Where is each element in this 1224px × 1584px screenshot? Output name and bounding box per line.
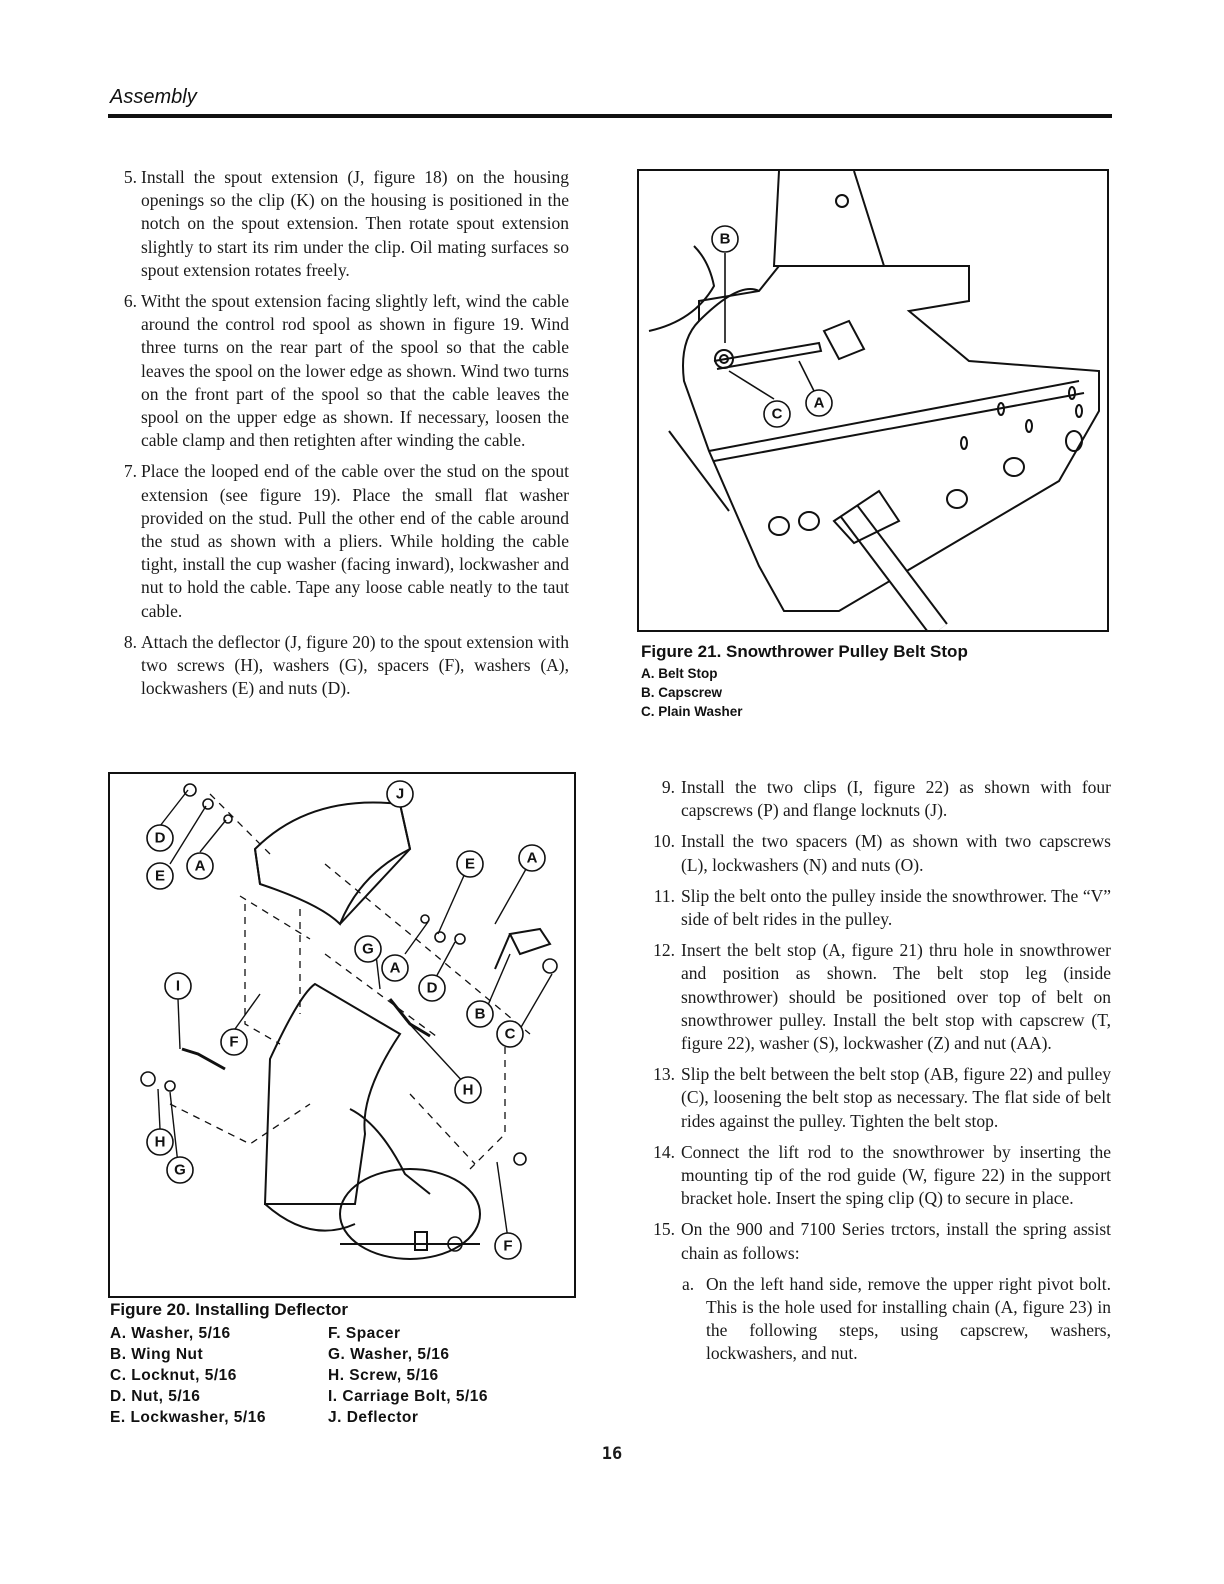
step-number: 11. xyxy=(653,885,675,906)
label-a-mid: A xyxy=(389,959,401,977)
label-c: C xyxy=(771,405,783,423)
step-6 xyxy=(123,290,569,452)
step-number: 15. xyxy=(653,1219,675,1240)
step-number: 13. xyxy=(653,1064,675,1085)
legend-item: A. Belt Stop xyxy=(641,666,718,681)
step-text: On the 900 and 7100 Series trctors, install the spring assist chain as follows: xyxy=(681,1219,1111,1263)
step-text: Insert the belt stop (A, figure 21) thru hole in snowthrower and position as shown. The belt stop leg (inside snowthrower) should be positioned over top of belt on snowthrower pulley. Install the belt stop with capscrew (T, figure 22), washer (S), lockwasher (Z) and nut (AA). xyxy=(681,940,1111,1054)
legend-item: B. Wing Nut xyxy=(110,1346,204,1363)
header-rule xyxy=(108,114,1112,118)
step-text: Witht the spout extension facing slightly left, wind the cable around the control rod spool as shown in figure 19. Wind three turns on the rear part of the spool so that the cable leaves the spool on the lower edge as shown. Wind two turns on the front part of the spool so that the cable leaves the spool on the upper edge as shown. If necessary, loosen the cable clamp and then retighten after winding the cable. xyxy=(141,291,569,451)
legend-item: E. Lockwasher, 5/16 xyxy=(110,1409,266,1426)
figure-20-caption xyxy=(110,1300,568,1428)
step-number: 12. xyxy=(653,940,675,961)
step-number: 7. xyxy=(123,461,137,482)
step-text: Install the two clips (I, figure 22) as shown with four capscrews (P) and flange locknuts (J). xyxy=(681,777,1111,821)
step-text: Attach the deflector (J, figure 20) to the spout extension with two screws (H), washers (G), spacers (F), washers (A), lockwashers (E) and nuts (D). xyxy=(141,631,569,699)
step-15 xyxy=(653,1218,1111,1365)
legend-item: B. Capscrew xyxy=(641,685,723,700)
step-number: 14. xyxy=(653,1141,675,1162)
left-steps-list xyxy=(123,166,569,708)
substep-a xyxy=(682,1273,1111,1366)
label-f-left: F xyxy=(229,1033,239,1051)
substep-text: On the left hand side, remove the upper right pivot bolt. This is the hole used for installing chain (A, figure 23) in the following steps, using capscrew, washers, lockwashers, and nut. xyxy=(706,1273,1111,1364)
step-number: 5. xyxy=(123,167,137,187)
page-number: 16 xyxy=(601,1444,623,1464)
label-a-left: A xyxy=(194,857,206,875)
legend-item: H. Screw, 5/16 xyxy=(328,1367,439,1384)
legend-item: D. Nut, 5/16 xyxy=(110,1388,201,1405)
label-j: J xyxy=(395,785,405,803)
label-b: B xyxy=(474,1005,486,1023)
label-c: C xyxy=(504,1025,516,1043)
step-text: Place the looped end of the cable over the stud on the spout extension (see figure 19). Place the small flat washer provided on the stud. Pull the other end of the cable around the stud as shown with a pliers. While holding the cable tight, install the cup washer (facing inward), lockwasher and nut to hold the cable. Tape any loose cable neatly to the taut cable. xyxy=(141,461,569,621)
legend-item: F. Spacer xyxy=(328,1325,401,1342)
substep-letter: a. xyxy=(682,1273,695,1294)
step-text: Connect the lift rod to the snowthrower by inserting the mounting tip of the rod guide (W, figure 22) in the support bracket hole. Insert the sping clip (Q) to secure in place. xyxy=(681,1141,1111,1209)
legend-item: J. Deflector xyxy=(328,1409,419,1426)
legend-item: C. Plain Washer xyxy=(641,704,743,719)
label-h-left: H xyxy=(154,1133,166,1151)
figure-20-legend xyxy=(110,1323,568,1428)
legend-item: C. Locknut, 5/16 xyxy=(110,1367,237,1384)
legend-item: G. Washer, 5/16 xyxy=(328,1346,450,1363)
step-number: 10. xyxy=(653,831,675,852)
step-text: Install the two spacers (M) as shown with two capscrews (L), lockwashers (N) and nuts (O). xyxy=(681,831,1111,875)
figure-21-title: Figure 21. Snowthrower Pulley Belt Stop xyxy=(641,642,968,661)
step-11 xyxy=(653,885,1111,931)
label-d-mid: D xyxy=(426,979,438,997)
label-g-mid: G xyxy=(362,940,374,958)
label-h-mid: H xyxy=(462,1081,474,1099)
figure-20-title: Figure 20. Installing Deflector xyxy=(110,1300,349,1319)
step-text: Install the spout extension (J, figure 18) on the housing openings so the clip (K) on the housing is positioned in the notch on the spout extension. Then rotate spout extension slightly to start its rim under the clip. Oil mating surfaces so spout extension rotates freely. xyxy=(141,167,569,280)
label-e-left: E xyxy=(154,867,166,885)
label-g-left: G xyxy=(174,1161,186,1179)
step-number: 6. xyxy=(123,291,137,312)
section-title: Assembly xyxy=(110,86,197,108)
right-steps-list xyxy=(653,776,1111,1374)
label-e-right: E xyxy=(464,855,476,873)
label-a: A xyxy=(813,394,825,412)
figure-21-legend xyxy=(641,664,968,721)
step-14 xyxy=(653,1141,1111,1211)
step-8 xyxy=(123,631,569,701)
label-a-right: A xyxy=(526,849,538,867)
step-10 xyxy=(653,830,1111,876)
figure-21-caption xyxy=(641,642,968,721)
legend-item: A. Washer, 5/16 xyxy=(110,1325,231,1342)
label-f-right: F xyxy=(503,1237,513,1255)
step-9 xyxy=(661,776,1111,822)
step-number: 9. xyxy=(661,777,675,797)
label-d: D xyxy=(154,829,166,847)
figure-21-illustration xyxy=(637,169,1109,632)
label-b: B xyxy=(719,230,731,248)
deflector-drawing xyxy=(110,774,574,1296)
step-13 xyxy=(653,1063,1111,1133)
belt-stop-drawing xyxy=(639,171,1107,630)
step-number: 8. xyxy=(123,631,137,652)
legend-item: I. Carriage Bolt, 5/16 xyxy=(328,1388,489,1405)
step-7 xyxy=(123,460,569,622)
step-5 xyxy=(123,166,569,282)
figure-20-illustration xyxy=(108,772,576,1298)
label-i: I xyxy=(175,977,181,995)
step-12 xyxy=(653,939,1111,1055)
step-text: Slip the belt onto the pulley inside the snowthrower. The “V” side of belt rides in the pulley. xyxy=(681,885,1111,930)
step-text: Slip the belt between the belt stop (AB, figure 22) and pulley (C), loosening the belt stop as necessary. The flat side of belt rides against the pulley. Tighten the belt stop. xyxy=(681,1064,1111,1131)
